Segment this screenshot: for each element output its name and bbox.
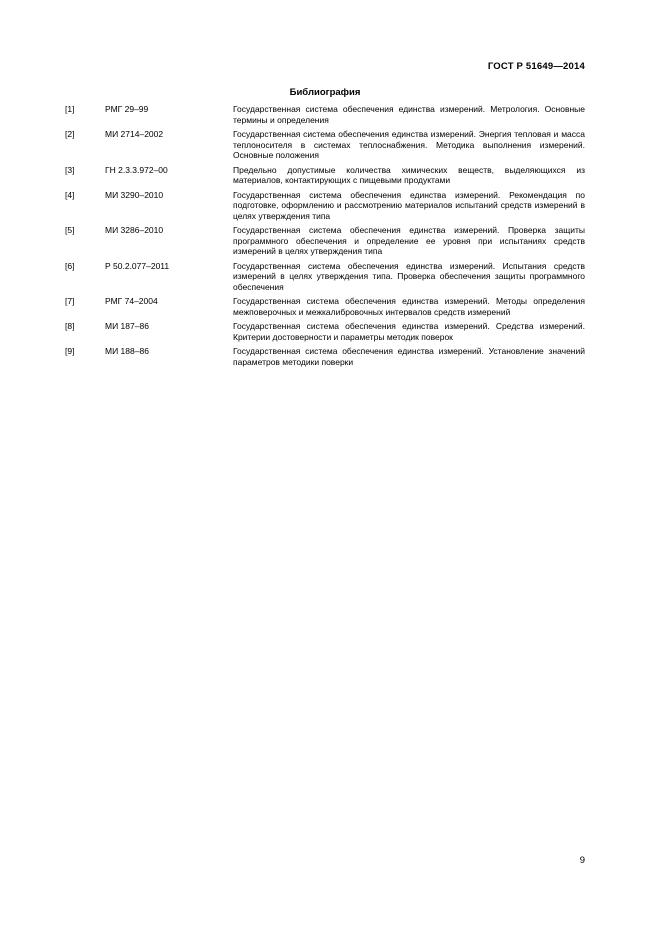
entry-ref-number: [2]	[65, 129, 75, 139]
bibliography-entry	[65, 129, 585, 161]
page-title: Библиография	[289, 87, 361, 98]
entry-doc-code: РМГ 74–2004	[105, 296, 158, 306]
entry-ref-number: [1]	[65, 104, 75, 114]
entry-description: Государственная система обеспечения единства измерений. Проверка защиты программного обеспечения и определение ее уровня при испытаниях средств измерений в целях утверждения типа	[233, 225, 585, 256]
bibliography-entry	[65, 321, 585, 342]
bibliography-entry	[65, 296, 585, 317]
document-number: ГОСТ Р 51649—2014	[487, 61, 585, 72]
entry-doc-code: МИ 3290–2010	[105, 189, 164, 200]
bibliography-entry	[65, 225, 585, 257]
entry-doc-code: МИ 187–86	[105, 321, 149, 331]
entry-doc-code: МИ 2714–2002	[105, 129, 164, 139]
entry-ref-number: [3]	[65, 164, 75, 175]
entry-description: Государственная система обеспечения единства измерений. Рекомендация по подготовке, оформлению и рассмотрению материалов испытаний средств измерений в целях утверждения типа	[233, 189, 585, 221]
entry-doc-code: РМГ 29–99	[105, 104, 149, 114]
entry-doc-code: ГН 2.3.3.972–00	[105, 164, 168, 175]
entry-description: Предельно допустимые количества химических веществ, выделяющихся из материалов, контактирующих с пищевыми продуктами	[233, 164, 585, 185]
entry-doc-code: МИ 188–86	[105, 346, 149, 356]
entry-ref-number: [7]	[65, 296, 75, 306]
bibliography-list	[65, 104, 585, 371]
entry-ref-number: [6]	[65, 260, 75, 271]
entry-ref-number: [5]	[65, 225, 75, 235]
entry-description: Государственная система обеспечения единства измерений. Энергия тепловая и масса теплоносителя в системах теплоснабжения. Методика выполнения измерений. Основные положения	[233, 129, 585, 160]
entry-description: Государственная система обеспечения единства измерений. Метрология. Основные термины и определения	[233, 104, 585, 125]
page-number: 9	[579, 855, 585, 866]
bibliography-entry	[65, 346, 585, 367]
bibliography-entry	[65, 261, 585, 293]
entry-description: Государственная система обеспечения единства измерений. Установление значений параметров методики поверки	[233, 346, 585, 367]
entry-ref-number: [8]	[65, 321, 75, 331]
entry-doc-code: Р 50.2.077–2011	[105, 260, 170, 271]
bibliography-entry	[65, 165, 585, 186]
entry-description: Государственная система обеспечения единства измерений. Методы определения межповерочных и межкалибровочных интервалов средств измерений	[233, 296, 585, 317]
bibliography-entry	[65, 104, 585, 125]
entry-ref-number: [4]	[65, 189, 75, 200]
entry-description: Государственная система обеспечения единства измерений. Средства измерений. Критерии достоверности и параметры методик поверок	[233, 321, 585, 342]
bibliography-entry	[65, 190, 585, 222]
entry-description: Государственная система обеспечения единства измерений. Испытания средств измерений в целях утверждения типа. Проверка обеспечения защиты программного обеспечения	[233, 260, 585, 292]
entry-ref-number: [9]	[65, 346, 75, 356]
entry-doc-code: МИ 3286–2010	[105, 225, 164, 235]
